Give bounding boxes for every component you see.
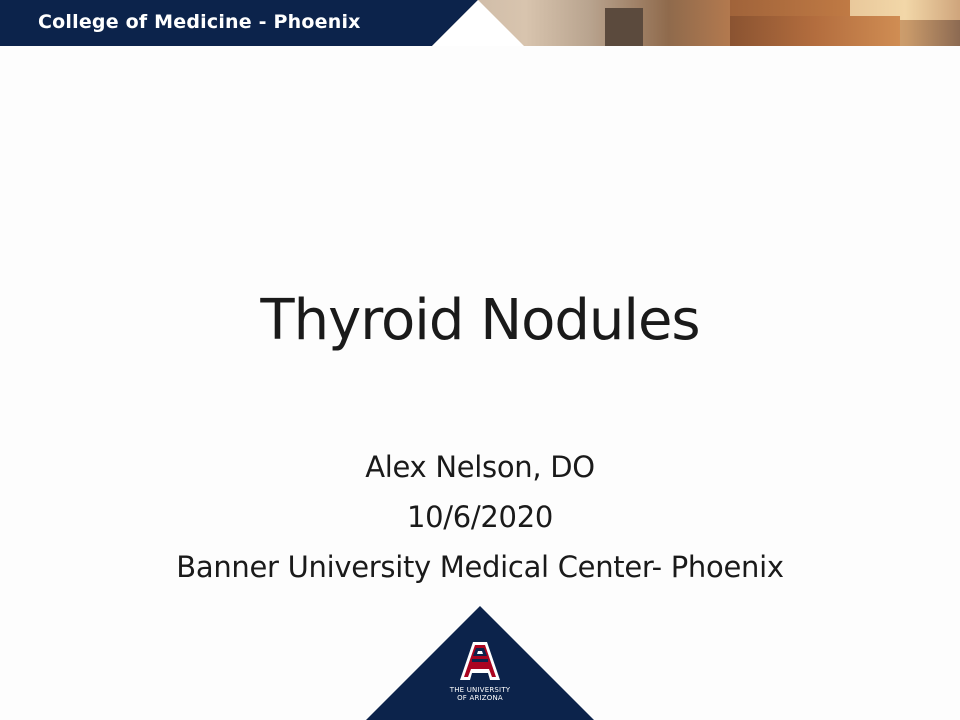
presenter-name: Alex Nelson, DO [365,450,595,484]
logo-text-line2: OF ARIZONA [457,694,503,702]
slide-title: Thyroid Nodules [260,288,700,353]
logo-text-line1: THE UNIVERSITY [449,686,511,694]
university-logo-block [366,606,594,720]
header-title: College of Medicine - Phoenix [38,11,361,33]
presentation-date: 10/6/2020 [407,500,553,534]
institution-name: Banner University Medical Center- Phoenix [176,550,784,584]
navy-triangle [366,606,594,720]
header-banner [0,0,960,46]
